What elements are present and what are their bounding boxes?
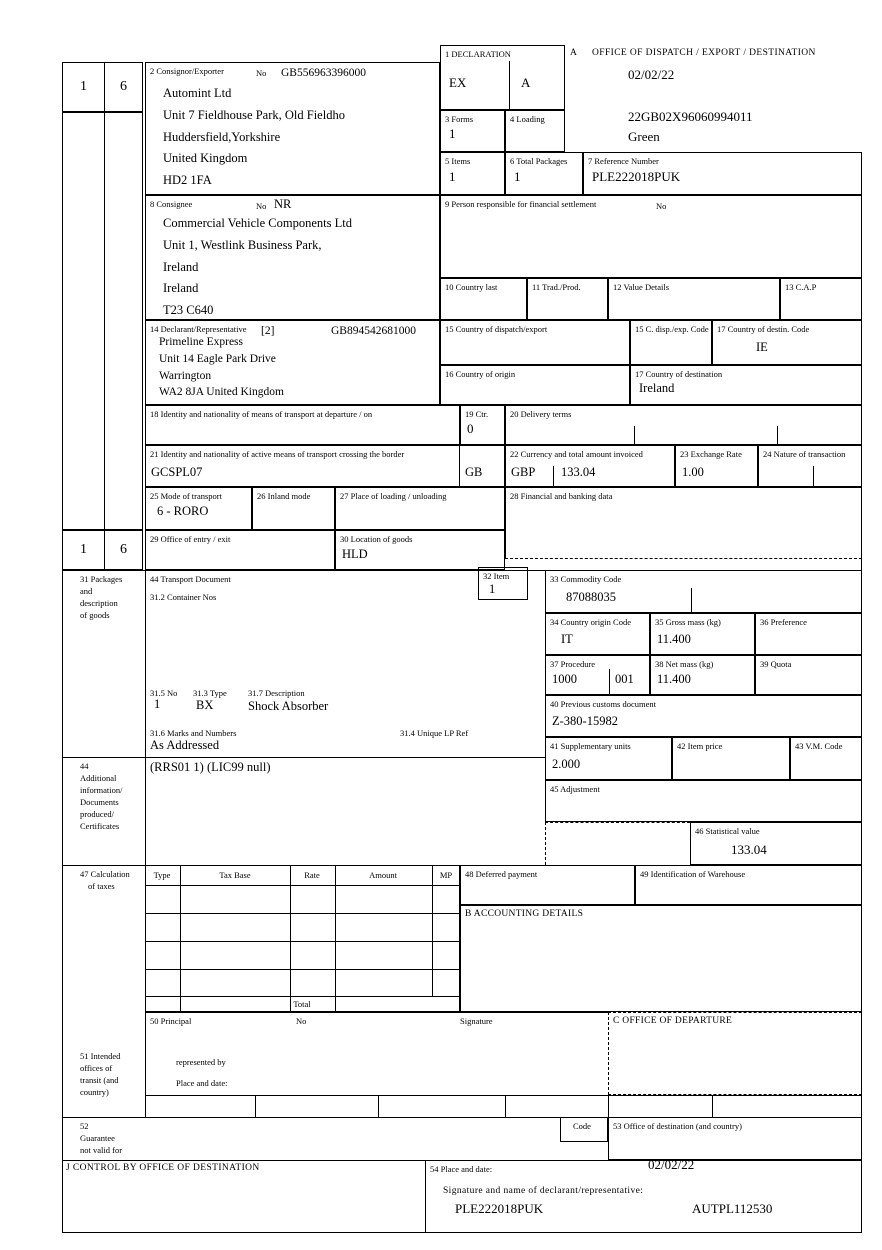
transit-cell-divider <box>608 1095 609 1117</box>
box-28-financial-banking <box>505 487 862 558</box>
box-14-declarant <box>145 320 440 405</box>
tax-table-row-line <box>145 913 460 914</box>
box-19-label: 19 Ctr. <box>465 409 489 419</box>
destination-country-code: IE <box>756 340 768 354</box>
address-line: Automint Ltd <box>163 86 232 100</box>
tax-table-column-line <box>290 865 291 1012</box>
tax-table-row-line <box>145 941 460 942</box>
box-37-divider <box>609 669 610 695</box>
box-14-label: 14 Declarant/Representative <box>150 324 247 334</box>
box-30-location-goods <box>335 530 505 570</box>
box-16-country-origin <box>440 365 630 405</box>
box-13-cap <box>780 278 862 320</box>
box-27-label: 27 Place of loading / unloading <box>340 491 447 501</box>
label-line: description <box>80 598 118 608</box>
copy-number-cell <box>104 62 143 112</box>
box-8-no-label: No <box>256 201 267 211</box>
label-line: of taxes <box>88 881 115 891</box>
box-40-previous-document <box>545 695 862 737</box>
net-mass: 11.400 <box>657 672 691 686</box>
label-line: Documents <box>80 797 119 807</box>
box-3-label: 3 Forms <box>445 114 474 124</box>
office-a-prefix: A <box>570 48 578 58</box>
box-44-label <box>80 760 123 832</box>
label-line: information/ <box>80 785 123 795</box>
box-6-total-packages <box>505 152 583 195</box>
copy-number: 6 <box>120 79 127 94</box>
declaration-type: EX <box>449 75 467 90</box>
label-line: offices of <box>80 1063 113 1073</box>
address-line: HD2 1FA <box>163 173 212 188</box>
box-2-no-label: No <box>256 68 267 78</box>
box-21-label: 21 Identity and nationality of active means of transport crossing the border <box>150 449 405 459</box>
box-6-label: 6 Total Packages <box>510 156 568 166</box>
box-29-office-entry-exit <box>145 530 335 570</box>
mode-of-transport: 6 - RORO <box>157 504 209 518</box>
box-1-declaration <box>440 45 565 110</box>
label-line: of goods <box>80 610 110 620</box>
declarant-address <box>159 334 284 401</box>
label-line: produced/ <box>80 809 114 819</box>
box-26-inland-mode <box>252 487 335 530</box>
box-19-container <box>460 405 505 445</box>
box-15a-dispatch-code <box>630 320 712 365</box>
box-29-label: 29 Office of entry / exit <box>150 534 231 544</box>
box-15a-label: 15 C. disp./exp. Code <box>635 324 709 334</box>
box-43-label: 43 V.M. Code <box>795 741 843 751</box>
box-54-signature-label: Signature and name of declarant/representative: <box>443 1186 644 1196</box>
copy-number: 1 <box>80 79 87 94</box>
tax-column-amount: Amount <box>369 870 397 880</box>
box-7-label: 7 Reference Number <box>588 156 659 166</box>
box-21-divider <box>459 446 460 487</box>
transit-cell-divider <box>505 1095 506 1117</box>
label-line: Additional <box>80 773 117 783</box>
copy-number-cell <box>62 530 105 570</box>
box-12-value-details <box>608 278 780 320</box>
tax-table-column-line <box>335 865 336 1012</box>
box-b-accounting-details <box>460 905 862 1012</box>
copy-number: 6 <box>120 542 127 557</box>
box-38-net-mass <box>650 655 755 695</box>
tax-table-column-line <box>180 865 181 1012</box>
label-line: 47 Calculation <box>80 869 130 879</box>
box-34-label: 34 Country origin Code <box>550 617 631 627</box>
package-type: BX <box>196 698 214 712</box>
box-48-deferred-payment <box>460 865 635 905</box>
box-4-label: 4 Loading <box>510 114 545 124</box>
box-51-label <box>80 1050 120 1098</box>
address-line: Unit 1, Westlink Business Park, <box>163 237 322 252</box>
box-7-reference-number <box>583 152 862 195</box>
address-line: Ireland <box>163 281 199 296</box>
declarant-eori: GB894542681000 <box>331 325 416 337</box>
tax-table-row-line <box>145 969 460 970</box>
box-42-label: 42 Item price <box>677 741 723 751</box>
box-11-label: 11 Trad./Prod. <box>532 282 581 292</box>
box-33-commodity-code <box>545 570 862 613</box>
box-18-label: 18 Identity and nationality of means of transport at departure / on <box>150 409 373 419</box>
tax-table-total-line <box>145 996 460 997</box>
code-label: Code <box>573 1121 591 1131</box>
box28-dashed-bottom <box>505 558 862 559</box>
box-42-item-price <box>672 737 790 780</box>
address-line: Primeline Express <box>159 336 243 348</box>
label-line: 52 <box>80 1121 89 1131</box>
office-a-date: 02/02/22 <box>628 67 675 82</box>
box-39-quota <box>755 655 862 695</box>
movement-reference-number: 22GB02X96060994011 <box>628 109 753 124</box>
forms-count: 1 <box>449 126 456 141</box>
box-37-procedure <box>545 655 650 695</box>
box-35-gross-mass <box>650 613 755 655</box>
active-transport-identity: GCSPL07 <box>151 465 203 479</box>
invoice-currency: GBP <box>511 465 536 479</box>
address-line: Warrington <box>159 369 212 382</box>
tax-column-base: Tax Base <box>219 870 251 880</box>
label-line: country) <box>80 1087 109 1097</box>
box-22-label: 22 Currency and total amount invoiced <box>510 449 643 459</box>
box-3-forms <box>440 110 505 152</box>
box-2-label: 2 Consignor/Exporter <box>150 66 224 76</box>
container-flag: 0 <box>467 421 474 436</box>
box-31-4-label: 31.4 Unique LP Ref <box>400 728 469 738</box>
box-31-2-container-label: 31.2 Container Nos <box>150 592 217 602</box>
office-a-title: OFFICE OF DISPATCH / EXPORT / DESTINATION <box>592 48 816 58</box>
procedure-code: 1000 <box>552 672 577 686</box>
procedure-code-additional: 001 <box>615 672 634 686</box>
box-23-label: 23 Exchange Rate <box>680 449 742 459</box>
box-45-adjustment <box>545 780 862 822</box>
control-section-divider <box>425 1160 426 1232</box>
place-and-date-label: Place and date: <box>176 1078 228 1088</box>
box-9-financial-settlement <box>440 195 862 278</box>
destination-country: Ireland <box>639 381 675 395</box>
transit-row-top-line <box>145 1095 862 1096</box>
marks-and-numbers: As Addressed <box>150 738 220 752</box>
box-48-label: 48 Deferred payment <box>465 869 538 879</box>
box-31-3-label: 31.3 Type <box>193 688 227 698</box>
package-count: 1 <box>154 697 161 711</box>
represented-by-label: represented by <box>176 1057 226 1067</box>
box-17a-label: 17 Country of destin. Code <box>717 324 810 334</box>
box-8-label: 8 Consignee <box>150 199 193 209</box>
origin-country-code: IT <box>561 632 573 646</box>
box-12-label: 12 Value Details <box>613 282 670 292</box>
label-line: Guarantee <box>80 1133 115 1143</box>
statistical-dashed-left <box>545 822 546 865</box>
box-38-label: 38 Net mass (kg) <box>655 659 714 669</box>
address-line: Huddersfield,Yorkshire <box>163 129 281 144</box>
box-47-label <box>80 868 130 892</box>
box-52-code <box>560 1117 608 1142</box>
box-30-label: 30 Location of goods <box>340 534 413 544</box>
box-20-tick <box>777 426 778 446</box>
box-16-label: 16 Country of origin <box>445 369 516 379</box>
box-1-divider <box>509 61 510 111</box>
box-17-label: 17 Country of destination <box>635 369 723 379</box>
consignor-eori: GB556963396000 <box>281 67 366 79</box>
box-26-label: 26 Inland mode <box>257 491 311 501</box>
declaration-category: A <box>521 75 531 90</box>
copy-strip-empty-cell <box>62 112 105 530</box>
box-24-nature-transaction <box>758 445 862 487</box>
box-33-label: 33 Commodity Code <box>550 574 622 584</box>
box-20-label: 20 Delivery terms <box>510 409 572 419</box>
address-line: T23 C640 <box>163 303 214 318</box>
transit-cell-divider <box>378 1095 379 1117</box>
address-line: United Kingdom <box>163 151 248 166</box>
box-45-label: 45 Adjustment <box>550 784 600 794</box>
box-5-label: 5 Items <box>445 156 471 166</box>
consignee-address <box>163 213 352 322</box>
box-27-place-loading <box>335 487 505 530</box>
box-31-7-label: 31.7 Description <box>248 688 305 698</box>
box-31-label <box>80 573 122 621</box>
tax-total-label: Total <box>293 999 311 1009</box>
tax-column-rate: Rate <box>304 870 320 880</box>
box-j-label: J CONTROL BY OFFICE OF DESTINATION <box>66 1163 260 1173</box>
box-11-trad-prod <box>527 278 608 320</box>
box-32-label: 32 Item <box>483 571 510 581</box>
tax-column-type: Type <box>153 870 171 880</box>
items-count: 1 <box>449 169 456 184</box>
address-line: Commercial Vehicle Components Ltd <box>163 216 352 230</box>
box-20-tick <box>634 426 635 446</box>
box-1-label: 1 DECLARATION <box>445 49 511 59</box>
box-18-transport-departure <box>145 405 460 445</box>
box-25-mode-transport <box>145 487 252 530</box>
box-15-country-dispatch <box>440 320 630 365</box>
address-line: Unit 14 Eagle Park Drive <box>159 352 276 365</box>
box-22-tick <box>553 466 554 487</box>
box-c-label: C OFFICE OF DEPARTURE <box>613 1016 733 1026</box>
box-23-exchange-rate <box>675 445 758 487</box>
statistical-dashed-top <box>545 822 690 823</box>
consignee-id: NR <box>274 197 292 211</box>
invoice-amount: 133.04 <box>561 465 596 479</box>
commodity-code: 87088035 <box>566 590 616 604</box>
statistical-value: 133.04 <box>731 842 767 857</box>
box-40-label: 40 Previous customs document <box>550 699 657 709</box>
label-line: 51 Intended <box>80 1051 121 1061</box>
gross-mass: 11.400 <box>657 632 691 646</box>
box-15-label: 15 Country of dispatch/export <box>445 324 548 334</box>
goods-description: Shock Absorber <box>248 699 329 713</box>
reference-number: PLE222018PUK <box>592 169 681 184</box>
total-packages: 1 <box>514 169 521 184</box>
box-17-country-destination <box>630 365 862 405</box>
transit-cell-divider <box>712 1095 713 1117</box>
declarant-name: AUTPL112530 <box>692 1201 773 1216</box>
active-transport-nationality: GB <box>465 465 483 479</box>
box-50-signature-label: Signature <box>460 1016 493 1026</box>
box-22-currency-amount <box>505 445 675 487</box>
box-54-label: 54 Place and date: <box>430 1164 493 1174</box>
copy-number-cell <box>62 62 105 112</box>
box-21-active-transport <box>145 445 505 487</box>
item-number: 1 <box>489 582 496 596</box>
tax-table-row-line <box>145 885 460 886</box>
previous-document: Z-380-15982 <box>552 714 618 728</box>
box-24-label: 24 Nature of transaction <box>763 449 846 459</box>
box-43-vm-code <box>790 737 862 780</box>
box-b-label: B ACCOUNTING DETAILS <box>465 909 584 919</box>
box-17a-destination-code <box>712 320 862 365</box>
goods-location: HLD <box>342 547 368 561</box>
label-line: not valid for <box>80 1145 123 1155</box>
address-line: Unit 7 Fieldhouse Park, Old Fieldho <box>163 107 345 122</box>
box-34-country-origin-code <box>545 613 650 655</box>
copy-number-cell <box>104 530 143 570</box>
box-46-statistical-value <box>690 822 862 865</box>
box-49-label: 49 Identification of Warehouse <box>640 869 746 879</box>
control-section-top-line <box>62 1160 862 1161</box>
supplementary-units: 2.000 <box>552 757 581 771</box>
box-39-label: 39 Quota <box>760 659 792 669</box>
principal-top-line <box>145 1012 608 1013</box>
box-20-delivery-terms <box>505 405 862 445</box>
box-50-no-label: No <box>296 1016 307 1026</box>
box-52-label <box>80 1120 122 1156</box>
box-8-consignee <box>145 195 440 320</box>
box-10-country-last <box>440 278 527 320</box>
tax-column-mp: MP <box>439 870 453 880</box>
address-line: Ireland <box>163 259 199 274</box>
copy-number: 1 <box>80 542 87 557</box>
box-28-label: 28 Financial and banking data <box>510 491 613 501</box>
box-4-loading <box>505 110 565 152</box>
label-line: transit (and <box>80 1075 119 1085</box>
additional-information: (RRS01 1) (LIC99 null) <box>150 760 271 774</box>
box-53-office-destination <box>608 1117 862 1160</box>
label-line: and <box>80 586 93 596</box>
box-10-label: 10 Country last <box>445 282 498 292</box>
label-line: 44 <box>80 761 89 771</box>
box-31-5-label: 31.5 No <box>150 688 178 698</box>
box-36-label: 36 Preference <box>760 617 807 627</box>
box-31-6-label: 31.6 Marks and Numbers <box>150 728 237 738</box>
tax-calculation-table <box>145 865 460 1012</box>
box-53-label: 53 Office of destination (and country) <box>613 1121 742 1131</box>
box-41-supplementary-units <box>545 737 672 780</box>
box-35-label: 35 Gross mass (kg) <box>655 617 721 627</box>
box-33-tick <box>691 588 692 613</box>
label-line: 31 Packages <box>80 574 123 584</box>
box-13-label: 13 C.A.P <box>785 282 817 292</box>
box-25-label: 25 Mode of transport <box>150 491 223 501</box>
box-5-items <box>440 152 505 195</box>
box-44-transport-document-label: 44 Transport Document <box>150 574 231 584</box>
routing-status: Green <box>628 129 660 144</box>
box-49-warehouse-id <box>635 865 862 905</box>
transit-cell-divider <box>255 1095 256 1117</box>
box-9-label: 9 Person responsible for financial settlement <box>445 199 597 209</box>
box-50-label: 50 Principal <box>150 1016 192 1026</box>
box-46-label: 46 Statistical value <box>695 826 760 836</box>
box-9-no-label: No <box>656 201 667 211</box>
box-2-consignor <box>145 62 440 195</box>
marks-bottom-line <box>62 757 545 758</box>
declarant-reference: PLE222018PUK <box>455 1201 544 1216</box>
form-bottom-border <box>62 1232 862 1233</box>
box-24-tick <box>813 466 814 487</box>
box-c-office-departure <box>608 1012 862 1095</box>
label-line: Certificates <box>80 821 120 831</box>
exchange-rate: 1.00 <box>682 465 704 479</box>
address-line: WA2 8JA United Kingdom <box>159 386 284 399</box>
box-36-preference <box>755 613 862 655</box>
box-41-label: 41 Supplementary units <box>550 741 631 751</box>
declarant-status-code: [2] <box>261 325 275 337</box>
box-32-item <box>478 567 528 600</box>
copy-strip-empty-cell <box>104 112 143 530</box>
box-54-date: 02/02/22 <box>648 1157 695 1172</box>
consignor-address <box>163 83 345 192</box>
box-37-label: 37 Procedure <box>550 659 596 669</box>
